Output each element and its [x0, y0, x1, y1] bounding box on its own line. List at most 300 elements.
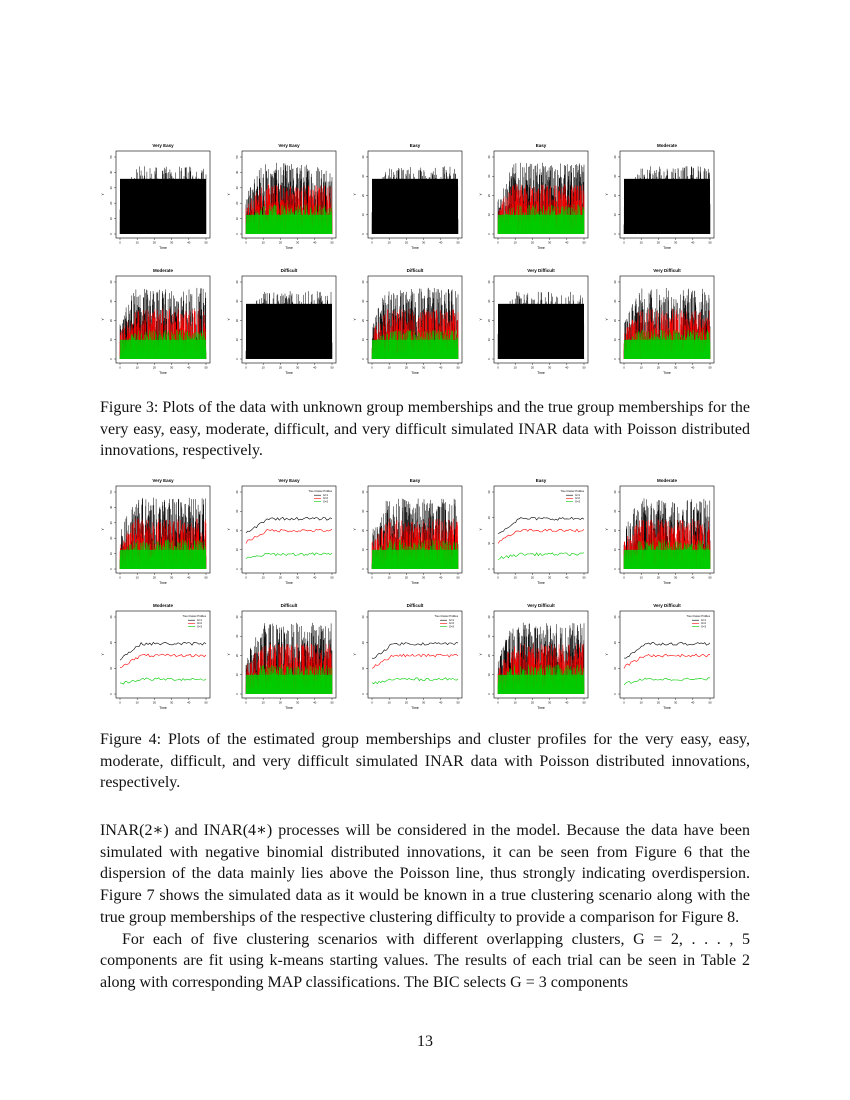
y-tick-label: 10	[109, 217, 113, 221]
figure-3-panel-2	[227, 143, 336, 250]
y-tick-label: 0	[613, 568, 617, 570]
y-axis-label: Y	[101, 528, 105, 531]
x-tick-label: 50	[456, 700, 460, 705]
x-tick-label: 30	[422, 240, 426, 245]
x-tick-label: 40	[439, 240, 443, 245]
y-axis-label: Y	[605, 653, 609, 656]
y-tick-label: 0	[613, 233, 617, 235]
y-tick-label: 40	[361, 280, 365, 284]
y-axis-label: Y	[605, 193, 609, 196]
figure-3-panel-9	[479, 268, 588, 375]
y-axis-label: Y	[101, 318, 105, 321]
y-tick-label: 10	[109, 666, 113, 670]
x-axis-label: Time	[159, 246, 167, 250]
x-tick-label: 10	[513, 700, 517, 705]
profile-line-1	[498, 517, 584, 534]
x-tick-label: 20	[404, 700, 408, 705]
series-dense-band	[372, 179, 458, 233]
x-tick-label: 40	[691, 240, 695, 245]
legend-title: True Cluster Profiles	[434, 615, 458, 618]
y-tick-label: 30	[235, 299, 239, 303]
paragraph-1: INAR(2∗) and INAR(4∗) processes will be considered in the model. Because the data have been simulated with negative binomial distributed innovations, it can be seen from Figure 6 that the dispersion of the data mainly lies above the Poisson line, thus strongly indicating overdispersion. Figure 7 shows the simulated data as it would be known in a true clustering scenario along with the true group memberships of the respective clustering difficulty to provide a comparison for Figure 8.	[100, 822, 750, 926]
x-tick-label: 40	[691, 575, 695, 580]
x-tick-label: 0	[245, 365, 247, 370]
legend-title: True Cluster Profiles	[308, 490, 332, 493]
y-tick-label: 10	[361, 548, 365, 552]
y-tick-label: 30	[613, 299, 617, 303]
x-tick-label: 40	[187, 575, 191, 580]
panel-title: Moderate	[152, 268, 174, 273]
y-tick-label: 30	[235, 186, 239, 190]
x-tick-label: 50	[330, 365, 334, 370]
y-tick-label: 10	[613, 213, 617, 217]
figure-3-caption: Figure 3: Plots of the data with unknown group memberships and the true group memberships for the very easy, easy, moderate, difficult, and very difficult simulated INAR data with Poisson distributed innovations, respectively.	[100, 399, 750, 459]
x-tick-label: 50	[582, 700, 586, 705]
x-tick-label: 0	[371, 365, 373, 370]
x-tick-label: 0	[245, 240, 247, 245]
x-tick-label: 40	[313, 575, 317, 580]
y-tick-label: 20	[235, 318, 239, 323]
y-tick-label: 20	[109, 201, 113, 205]
y-tick-label: 40	[361, 490, 365, 494]
x-tick-label: 30	[296, 365, 300, 370]
x-tick-label: 20	[152, 700, 156, 705]
y-tick-label: 20	[361, 641, 365, 645]
x-tick-label: 50	[456, 365, 460, 370]
series-dense-band	[246, 304, 332, 358]
x-tick-label: 20	[278, 700, 282, 705]
x-tick-label: 10	[639, 365, 643, 370]
y-tick-label: 30	[361, 299, 365, 303]
x-tick-label: 0	[245, 700, 247, 705]
y-tick-label: 20	[613, 193, 617, 198]
y-tick-label: 20	[235, 201, 239, 205]
figure-4-panel-6	[101, 603, 210, 710]
figure-3-panel-3	[353, 143, 462, 250]
y-tick-label: 20	[361, 318, 365, 323]
y-axis-label: Y	[227, 193, 231, 196]
x-tick-label: 10	[135, 700, 139, 705]
figure-3-panel-5	[605, 143, 714, 250]
panel-title: Very Easy	[278, 143, 300, 148]
panel-title: Difficult	[280, 603, 298, 608]
x-tick-label: 40	[565, 365, 569, 370]
profile-line-2	[498, 529, 584, 543]
y-tick-label: 0	[235, 358, 239, 360]
y-tick-label: 40	[487, 155, 491, 159]
y-tick-label: 10	[487, 213, 491, 217]
x-tick-label: 10	[387, 575, 391, 580]
x-tick-label: 0	[623, 575, 625, 580]
x-tick-label: 10	[135, 575, 139, 580]
y-tick-label: 20	[109, 318, 113, 323]
y-tick-label: 50	[235, 155, 239, 159]
x-tick-label: 20	[656, 365, 660, 370]
y-axis-label: Y	[101, 193, 105, 196]
y-axis-label: Y	[227, 528, 231, 531]
x-tick-label: 50	[582, 240, 586, 245]
x-tick-label: 20	[152, 575, 156, 580]
x-tick-label: 20	[278, 575, 282, 580]
x-tick-label: 50	[708, 240, 712, 245]
x-tick-label: 0	[497, 700, 499, 705]
y-tick-label: 10	[109, 338, 113, 342]
y-tick-label: 30	[109, 521, 113, 525]
figure-3-panel-10	[605, 268, 714, 375]
y-tick-label: 20	[109, 641, 113, 645]
x-tick-label: 50	[204, 575, 208, 580]
legend-item: G=2	[701, 622, 706, 626]
y-tick-label: 30	[361, 174, 365, 178]
x-tick-label: 30	[170, 240, 174, 245]
x-tick-label: 40	[439, 365, 443, 370]
series-group-3-band	[624, 550, 710, 569]
x-tick-label: 40	[439, 575, 443, 580]
x-tick-label: 50	[330, 240, 334, 245]
y-tick-label: 0	[235, 233, 239, 235]
profile-line-3	[624, 678, 710, 685]
x-tick-label: 30	[296, 240, 300, 245]
panel-title: Very Difficult	[527, 603, 555, 608]
y-tick-label: 30	[361, 615, 365, 619]
figure-3-panel-4	[479, 143, 588, 250]
series-dense-band	[624, 179, 710, 233]
profile-line-3	[372, 678, 458, 684]
y-tick-label: 20	[361, 528, 365, 533]
y-tick-label: 0	[361, 358, 365, 360]
x-tick-label: 20	[530, 240, 534, 245]
x-tick-label: 40	[187, 365, 191, 370]
plot-frame	[368, 611, 462, 698]
panel-title: Very Difficult	[653, 268, 681, 273]
y-tick-label: 40	[487, 615, 491, 619]
y-tick-label: 0	[487, 233, 491, 235]
panel-title: Moderate	[656, 143, 678, 148]
plot-frame	[242, 486, 336, 573]
legend-item: G=3	[197, 625, 202, 629]
x-tick-label: 20	[656, 700, 660, 705]
y-tick-label: 20	[613, 641, 617, 645]
y-tick-label: 10	[613, 548, 617, 552]
y-axis-label: Y	[353, 528, 357, 531]
y-tick-label: 40	[235, 490, 239, 494]
y-tick-label: 30	[487, 490, 491, 494]
panel-title: Very Difficult	[527, 268, 555, 273]
x-tick-label: 20	[152, 240, 156, 245]
x-axis-label: Time	[411, 581, 419, 585]
legend-item: G=1	[197, 619, 202, 622]
series-group-3-band	[498, 215, 584, 234]
x-tick-label: 0	[623, 365, 625, 370]
y-tick-label: 20	[235, 528, 239, 533]
x-tick-label: 30	[548, 700, 552, 705]
profile-line-2	[246, 529, 332, 543]
y-tick-label: 10	[613, 666, 617, 670]
x-tick-label: 0	[371, 575, 373, 580]
y-tick-label: 30	[613, 174, 617, 178]
x-axis-label: Time	[411, 706, 419, 710]
figure-4-svg	[100, 475, 725, 720]
x-tick-label: 30	[296, 700, 300, 705]
y-tick-label: 20	[361, 193, 365, 198]
y-tick-label: 0	[235, 693, 239, 695]
y-tick-label: 40	[613, 490, 617, 494]
y-tick-label: 0	[487, 693, 491, 695]
legend-title: True Cluster Profiles	[686, 615, 710, 618]
plot-frame	[620, 611, 714, 698]
x-tick-label: 30	[674, 365, 678, 370]
x-tick-label: 20	[278, 365, 282, 370]
legend	[686, 614, 710, 628]
x-axis-label: Time	[159, 706, 167, 710]
figure-3-panel-8	[353, 268, 462, 375]
legend-item: G=2	[323, 497, 328, 501]
x-tick-label: 10	[135, 365, 139, 370]
y-tick-label: 10	[235, 548, 239, 552]
x-tick-label: 0	[119, 700, 121, 705]
legend	[182, 614, 206, 628]
y-tick-label: 30	[361, 509, 365, 513]
y-tick-label: 40	[487, 280, 491, 284]
x-tick-label: 30	[674, 575, 678, 580]
x-tick-label: 20	[152, 365, 156, 370]
series-group-3-band	[372, 340, 458, 359]
panel-title: Very Easy	[152, 478, 174, 483]
x-tick-label: 0	[497, 365, 499, 370]
x-axis-label: Time	[663, 246, 671, 250]
x-tick-label: 50	[456, 240, 460, 245]
y-tick-label: 30	[487, 174, 491, 178]
y-tick-label: 0	[613, 693, 617, 695]
figure-4-panel-1	[101, 478, 210, 585]
x-tick-label: 20	[404, 240, 408, 245]
panel-title: Difficult	[406, 603, 424, 608]
x-tick-label: 50	[708, 365, 712, 370]
y-tick-label: 30	[613, 615, 617, 619]
x-tick-label: 40	[313, 240, 317, 245]
x-tick-label: 50	[708, 700, 712, 705]
y-tick-label: 20	[235, 653, 239, 658]
x-axis-label: Time	[285, 371, 293, 375]
figure-4-panel-9	[479, 603, 588, 710]
x-tick-label: 20	[530, 365, 534, 370]
x-tick-label: 10	[639, 700, 643, 705]
y-tick-label: 0	[613, 358, 617, 360]
y-tick-label: 10	[487, 541, 491, 545]
y-tick-label: 30	[109, 186, 113, 190]
figure-4-panel-8	[353, 603, 462, 710]
y-tick-label: 0	[235, 568, 239, 570]
y-axis-label: Y	[605, 528, 609, 531]
legend-title: True Cluster Profiles	[182, 615, 206, 618]
figure-4-panel-5	[605, 478, 714, 585]
x-tick-label: 0	[497, 575, 499, 580]
x-tick-label: 10	[639, 575, 643, 580]
x-axis-label: Time	[159, 371, 167, 375]
y-tick-label: 10	[613, 338, 617, 342]
x-tick-label: 40	[313, 700, 317, 705]
figure-4-plot-grid	[100, 475, 725, 720]
x-tick-label: 40	[439, 700, 443, 705]
profile-line-2	[624, 654, 710, 668]
y-tick-label: 30	[235, 509, 239, 513]
x-tick-label: 30	[422, 365, 426, 370]
y-tick-label: 20	[487, 318, 491, 323]
x-tick-label: 0	[623, 240, 625, 245]
y-tick-label: 50	[109, 155, 113, 159]
series-group-3-band	[120, 550, 206, 569]
figure-3-plot-grid	[100, 140, 725, 385]
legend-item: G=1	[701, 619, 706, 622]
y-tick-label: 30	[109, 615, 113, 619]
profile-line-1	[120, 642, 206, 660]
y-tick-label: 0	[109, 358, 113, 360]
y-tick-label: 40	[235, 280, 239, 284]
x-axis-label: Time	[285, 581, 293, 585]
legend	[560, 489, 584, 503]
y-tick-label: 30	[487, 634, 491, 638]
y-axis-label: Y	[479, 528, 483, 531]
y-tick-label: 40	[361, 155, 365, 159]
x-tick-label: 20	[656, 240, 660, 245]
y-tick-label: 30	[109, 299, 113, 303]
panel-title: Moderate	[152, 603, 174, 608]
x-tick-label: 40	[691, 700, 695, 705]
y-tick-label: 20	[487, 653, 491, 658]
legend-item: G=3	[701, 625, 706, 629]
x-tick-label: 10	[261, 240, 265, 245]
x-tick-label: 50	[204, 700, 208, 705]
x-tick-label: 0	[119, 575, 121, 580]
legend-item: G=3	[449, 625, 454, 629]
profile-line-3	[246, 553, 332, 559]
x-tick-label: 30	[674, 700, 678, 705]
x-tick-label: 0	[371, 240, 373, 245]
y-tick-label: 0	[109, 568, 113, 570]
plot-frame	[494, 486, 588, 573]
y-tick-label: 20	[613, 318, 617, 323]
y-tick-label: 30	[487, 299, 491, 303]
x-tick-label: 10	[513, 575, 517, 580]
x-tick-label: 10	[513, 240, 517, 245]
x-tick-label: 40	[187, 700, 191, 705]
x-axis-label: Time	[663, 371, 671, 375]
legend-item: G=3	[575, 500, 580, 504]
figure-4-panel-7	[227, 603, 336, 710]
x-tick-label: 30	[422, 575, 426, 580]
legend-item: G=1	[575, 494, 580, 497]
figure-3-svg	[100, 140, 725, 385]
figure-3-panel-1	[101, 143, 210, 250]
x-tick-label: 30	[170, 575, 174, 580]
figure-3-panel-6	[101, 268, 210, 375]
x-tick-label: 50	[330, 575, 334, 580]
y-tick-label: 50	[109, 490, 113, 494]
profile-line-3	[120, 678, 206, 684]
figure-4-panel-2	[227, 478, 336, 585]
y-tick-label: 40	[109, 280, 113, 284]
panel-title: Easy	[409, 143, 421, 148]
y-tick-label: 30	[613, 509, 617, 513]
y-tick-label: 20	[487, 516, 491, 520]
figure-4-panel-3	[353, 478, 462, 585]
y-tick-label: 40	[235, 615, 239, 619]
y-tick-label: 0	[361, 693, 365, 695]
x-tick-label: 0	[119, 365, 121, 370]
x-tick-label: 30	[422, 700, 426, 705]
y-tick-label: 0	[361, 233, 365, 235]
profile-line-3	[498, 553, 584, 560]
x-axis-label: Time	[537, 706, 545, 710]
legend-item: G=3	[323, 500, 328, 504]
y-tick-label: 10	[361, 338, 365, 342]
x-tick-label: 40	[187, 240, 191, 245]
series-group-3-band	[498, 675, 584, 694]
series-dense-band	[498, 304, 584, 358]
y-axis-label: Y	[479, 653, 483, 656]
x-tick-label: 20	[278, 240, 282, 245]
x-tick-label: 40	[565, 575, 569, 580]
x-axis-label: Time	[537, 581, 545, 585]
panel-title: Very Easy	[278, 478, 300, 483]
y-axis-label: Y	[227, 318, 231, 321]
y-tick-label: 20	[487, 193, 491, 198]
x-tick-label: 40	[565, 240, 569, 245]
panel-title: Easy	[535, 478, 547, 483]
profile-line-2	[120, 654, 206, 668]
legend-item: G=2	[575, 497, 580, 501]
y-axis-label: Y	[605, 318, 609, 321]
y-tick-label: 20	[613, 528, 617, 533]
y-tick-label: 40	[613, 280, 617, 284]
profile-line-1	[246, 517, 332, 533]
legend-item: G=2	[197, 622, 202, 626]
legend-item: G=1	[323, 494, 328, 497]
profile-line-2	[372, 654, 458, 668]
series-group-3-band	[372, 550, 458, 569]
body-text	[100, 820, 750, 994]
y-tick-label: 40	[109, 505, 113, 509]
y-axis-label: Y	[479, 318, 483, 321]
figure-4-caption: Figure 4: Plots of the estimated group memberships and cluster profiles for the very easy, easy, moderate, difficult, and very difficult simulated INAR data with Poisson distributed innovations, respectively.	[100, 731, 750, 791]
x-axis-label: Time	[537, 246, 545, 250]
x-tick-label: 30	[548, 365, 552, 370]
legend	[434, 614, 458, 628]
y-tick-label: 0	[487, 358, 491, 360]
panel-title: Very Difficult	[653, 603, 681, 608]
x-axis-label: Time	[663, 706, 671, 710]
y-tick-label: 10	[361, 213, 365, 217]
x-tick-label: 10	[387, 365, 391, 370]
x-tick-label: 30	[548, 575, 552, 580]
y-tick-label: 10	[235, 338, 239, 342]
y-tick-label: 10	[235, 217, 239, 221]
y-axis-label: Y	[479, 193, 483, 196]
x-tick-label: 50	[456, 575, 460, 580]
y-tick-label: 10	[487, 338, 491, 342]
panel-title: Difficult	[280, 268, 298, 273]
y-tick-label: 10	[109, 552, 113, 556]
legend-title: True Cluster Profiles	[560, 490, 584, 493]
x-tick-label: 10	[261, 700, 265, 705]
panel-title: Moderate	[656, 478, 678, 483]
y-tick-label: 40	[109, 170, 113, 174]
y-axis-label: Y	[101, 653, 105, 656]
y-tick-label: 10	[235, 673, 239, 677]
x-axis-label: Time	[285, 706, 293, 710]
x-axis-label: Time	[537, 371, 545, 375]
x-tick-label: 50	[330, 700, 334, 705]
